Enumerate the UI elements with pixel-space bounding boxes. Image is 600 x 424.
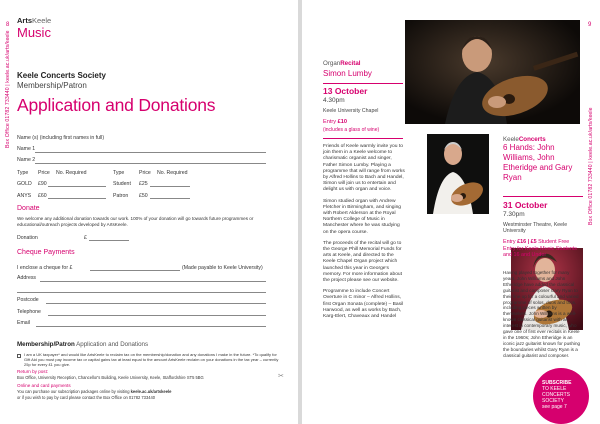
name1-field[interactable] <box>35 152 266 153</box>
online-link[interactable]: keele.ac.uk/artskeele <box>130 389 172 394</box>
event1-category <box>323 60 361 67</box>
event1-divider <box>323 83 403 84</box>
th-required-1: No. Required <box>56 170 87 176</box>
brand-keele: Keele <box>32 16 52 25</box>
anys-qty-field[interactable] <box>48 198 106 199</box>
telephone-field[interactable] <box>48 315 266 316</box>
page-number-right: 9 <box>588 22 592 28</box>
footer-heading-light: Application and Donations <box>76 341 149 348</box>
online-text-a: You can purchase our subscription packages online by visiting <box>17 389 130 394</box>
event2-date: 31 October <box>503 200 548 210</box>
john-williams-photo <box>427 134 489 214</box>
brand-music: Music <box>17 24 51 40</box>
event2-venue: Westminster Theatre, Keele University <box>503 222 568 235</box>
brand-logo <box>17 17 51 39</box>
event2-divider <box>503 196 583 197</box>
event2-entry <box>503 239 583 259</box>
subscribe-badge[interactable] <box>533 368 589 424</box>
brand-arts: Arts <box>17 16 33 25</box>
patron-qty-field[interactable] <box>150 198 190 199</box>
event2-entry-price: £16 | £5 <box>517 239 537 245</box>
name2-label: Name 2 <box>17 157 36 163</box>
event2-category <box>503 136 546 143</box>
event2-category-b: Concerts <box>518 136 546 143</box>
donation-currency: £ <box>84 235 87 241</box>
form-title: Application and Donations <box>17 95 216 115</box>
th-price-1: Price <box>38 170 50 176</box>
footer-heading-bold: Membership/Patron <box>17 341 75 348</box>
event1-body <box>323 144 405 325</box>
postcode-field[interactable] <box>46 303 266 304</box>
donation-label: Donation <box>17 235 38 241</box>
event2-performers: 6 Hands: John Williams, John Etheridge and Gary Ryan <box>503 143 573 182</box>
event2-category-a: Keele <box>503 136 519 143</box>
th-type-2: Type <box>113 170 125 176</box>
giftaid-text: I am a UK taxpayer* and would like ArtsKeele to reclaim tax on the membership/donation and any donations I make in the future. *To qualify for Gift Aid you must pay income tax or capital gains tax at least equal to the amount ArtsKeele reclaim on your donations in the tax year – currently 25p for every £1 you give. <box>24 352 279 368</box>
postcode-label: Postcode <box>17 297 39 303</box>
row-patron-price: £50 <box>139 193 148 199</box>
name1-label: Name 1 <box>17 146 36 152</box>
donation-field[interactable] <box>89 240 129 241</box>
online-label: Online and card payments <box>17 383 71 388</box>
scissors-icon: ✂ <box>278 373 284 380</box>
name-hint: Name (s) (including first names in full) <box>17 135 105 141</box>
row-gold-type: GOLD <box>17 181 32 187</box>
donate-heading: Donate <box>17 205 40 212</box>
telephone-label: Telephone <box>17 309 41 315</box>
event1-divider-2 <box>323 138 403 139</box>
row-anys-price: £60 <box>38 193 47 199</box>
subscribe-line3: CONCERTS <box>542 392 570 398</box>
event1-venue: Keele University Chapel <box>323 108 379 114</box>
row-student-type: Student <box>113 181 131 187</box>
return-text: Box Office, University Reception, Chancellor's Building, Keele University, Keele, Staffordshire ST5 5BG <box>17 375 204 380</box>
subscribe-text <box>542 380 571 410</box>
form-subtitle: Membership/Patron <box>17 81 87 90</box>
event1-time: 4.30pm <box>323 97 345 104</box>
event2-time: 7.30pm <box>503 211 525 218</box>
event2-body: Having played together for many years, John Williams and John Etheridge have added the classical guitarist and composer Gary Ryan to their line up for a colourful and varied programme of solos, duos and trios, including pieces written by themselves. John Williams is a well-known classical guitarist with an interest in contemporary music, who gave one of first ever recitals in Keele in the 1960s; John Etheridge is an iconic jazz guitarist known for pushing the boundaries whilst Gary Ryan is a classical guitarist and composer. <box>503 270 581 358</box>
address-label: Address <box>17 275 37 281</box>
giftaid-checkbox[interactable] <box>17 354 21 358</box>
row-patron-type: Patron <box>113 193 129 199</box>
return-label: Return by post: <box>17 369 49 374</box>
th-required-2: No. Required <box>157 170 188 176</box>
sidebar-contact-right: Box Office 01782 733440 | keele.ac.uk/arts/keele <box>588 107 594 225</box>
cheque-text-b: (Made payable to Keele University) <box>182 265 263 271</box>
row-student-price: £25 <box>139 181 148 187</box>
subscribe-line4: SOCIETY <box>542 398 564 404</box>
simon-lumby-photo <box>405 20 580 124</box>
email-field[interactable] <box>36 326 266 327</box>
gold-qty-field[interactable] <box>48 186 106 187</box>
event1-entry-note: (includes a glass of wine) <box>323 127 380 133</box>
th-type-1: Type <box>17 170 29 176</box>
event1-date: 13 October <box>323 86 368 96</box>
footer-heading <box>17 341 148 348</box>
online-text-b: or if you wish to pay by card please contact the Box Office on 01782 733440 <box>17 395 156 400</box>
event1-para-4: Programme to include Concert Overture in C minor – Alfred Hollins, first Organ Sonata (complete) – Basil Harwood, as well as works by Bach, Karg-Elert, Chaveaux and Handel <box>323 289 404 320</box>
donate-text: We welcome any additional donation towards our work. 100% of your donation will go towards future programmes or educational/outreach projects developed by ArtsKeele. <box>17 216 254 227</box>
page-number-left: 8 <box>6 22 10 28</box>
row-gold-price: £90 <box>38 181 47 187</box>
society-title: Keele Concerts Society <box>17 71 106 80</box>
event1-entry-label: Entry <box>323 119 337 125</box>
event1-para-1: Friends of Keele warmly invite you to join them in a Keele welcome to charismatic organist and singer, Father Simon Lumby. Playing a programme that will range from works by Alfred Hollins to Bach and Handel, Simon will join us to entertain and delight us with organ and voice. <box>323 144 405 193</box>
subscribe-line1: SUBSCRIBE <box>542 380 572 386</box>
event1-para-2: Simon studied organ with Andrew Fletcher in Birmingham, and singing with Robert Alderson at the Royal Northern College of Music in Manchester where he was studying on the opera course. <box>323 198 402 235</box>
email-label: Email <box>17 320 30 326</box>
event2-entry-note-a: Student <box>538 239 557 245</box>
event1-category-b: Recital <box>340 60 361 67</box>
right-page <box>302 0 600 424</box>
online-text <box>17 389 287 401</box>
subscribe-line2: TO KEELE <box>542 386 567 392</box>
address-field-2[interactable] <box>17 292 266 293</box>
event1-entry-price: £10 <box>337 119 347 125</box>
sidebar-contact-left: Box Office 01782 733440 | keele.ac.uk/arts/keele <box>5 30 11 148</box>
event2-entry-label: Entry <box>503 239 516 245</box>
cheque-text-a: I enclose a cheque for £ <box>17 265 73 271</box>
name2-field[interactable] <box>35 163 266 164</box>
th-price-2: Price <box>139 170 151 176</box>
address-field-1[interactable] <box>40 281 266 282</box>
cheque-amount-field[interactable] <box>90 270 180 271</box>
row-anys-type: ANYS <box>17 193 32 199</box>
event1-performer: Simon Lumby <box>323 69 372 78</box>
event2-entry-note-b: Free Entry for Keele Music Students and 16 and Under <box>503 239 578 259</box>
event1-entry <box>323 119 347 125</box>
student-qty-field[interactable] <box>150 186 190 187</box>
subscribe-line5: see page 7 <box>542 404 567 410</box>
left-page <box>0 0 298 424</box>
event1-category-a: Organ <box>323 60 341 67</box>
event1-para-3: The proceeds of the recital will go to the George Phill Memorial Funds for arts at Keele, and directed to the Keele Chapel Organ project which launched this year in George's memory. For more information about the project please see our website. <box>323 240 403 284</box>
cheque-heading: Cheque Payments <box>17 249 75 256</box>
